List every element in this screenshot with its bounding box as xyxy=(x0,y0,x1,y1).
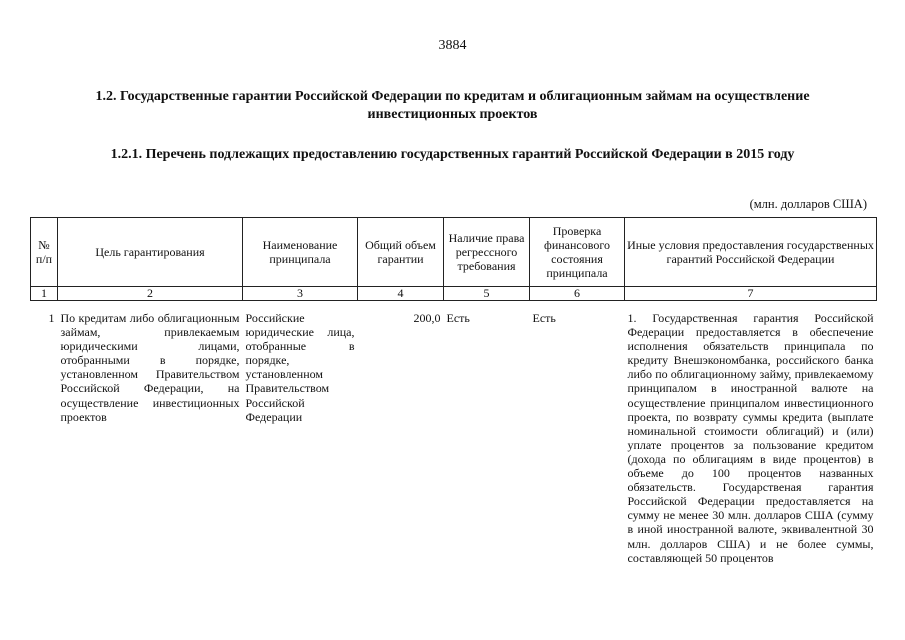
row-purpose: По кредитам либо облигационным займам, привлекаемым юридическими лицами, отобранными в порядке, установленном Правительством Российской Федерации, на осуществление инвестиционных проектов xyxy=(60,311,240,424)
header-principal: Наименование принципала xyxy=(243,218,358,287)
row-financial-check: Есть xyxy=(532,311,556,325)
column-number: 6 xyxy=(530,287,625,301)
header-purpose: Цель гарантирования xyxy=(58,218,243,287)
page-number: 3884 xyxy=(438,38,467,53)
table-column-numbers-row xyxy=(31,287,877,301)
column-number: 7 xyxy=(625,287,877,301)
section-heading: 1.2. Государственные гарантии Российской Федерации по кредитам и облигационным займам на осуществление инвестиционных проектов xyxy=(95,89,810,122)
table-row xyxy=(31,301,877,565)
section-subheading: 1.2.1. Перечень подлежащих предоставлению государственных гарантий Российской Федерации в 2015 году xyxy=(110,147,795,162)
header-number: № п/п xyxy=(31,218,58,287)
row-other-conditions: 1. Государственная гарантия Российской Федерации предоставляется в обеспечение исполнения обязательств принципала по кредиту Внешэкономбанка, российского банка либо по облигационному займу, привлекаемому принципалом в иностранной валюте на осуществление принципалом инвестиционного проекта, по возврату суммы кредита (выплате номинальной стоимости облигаций) и (или) уплате процентов за пользование кредитом (дохода по облигациям в виде процентов) в объеме до 100 процентов названных обязательств. Государственая гарантия Российской Федерации предоставляется на сумму не менее 30 млн. долларов США (сумму в иной иностранной валюте, эквивалентной 30 млн. долларов США) и не более суммы, составляющей 50 процентов xyxy=(627,311,874,565)
row-principal: Российские юридические лица, отобранные в порядке, установленном Правительством Российской Федерации xyxy=(245,311,355,424)
column-number: 5 xyxy=(444,287,530,301)
table-header-row xyxy=(31,218,877,287)
column-number: 2 xyxy=(58,287,243,301)
header-financial-check: Проверка финансового состояния принципала xyxy=(530,218,625,287)
guarantees-table xyxy=(30,217,877,565)
row-volume: 200,0 xyxy=(413,311,441,325)
row-regress: Есть xyxy=(446,311,470,325)
header-other-conditions: Иные условия предоставления государственных гарантий Российской Федерации xyxy=(625,218,877,287)
header-regress: Наличие права регрессного требования xyxy=(444,218,530,287)
row-number: 1 xyxy=(48,311,55,325)
header-volume: Общий объем гарантии xyxy=(358,218,444,287)
column-number: 3 xyxy=(243,287,358,301)
column-number: 1 xyxy=(31,287,58,301)
units-note: (млн. долларов США) xyxy=(749,197,867,211)
column-number: 4 xyxy=(358,287,444,301)
